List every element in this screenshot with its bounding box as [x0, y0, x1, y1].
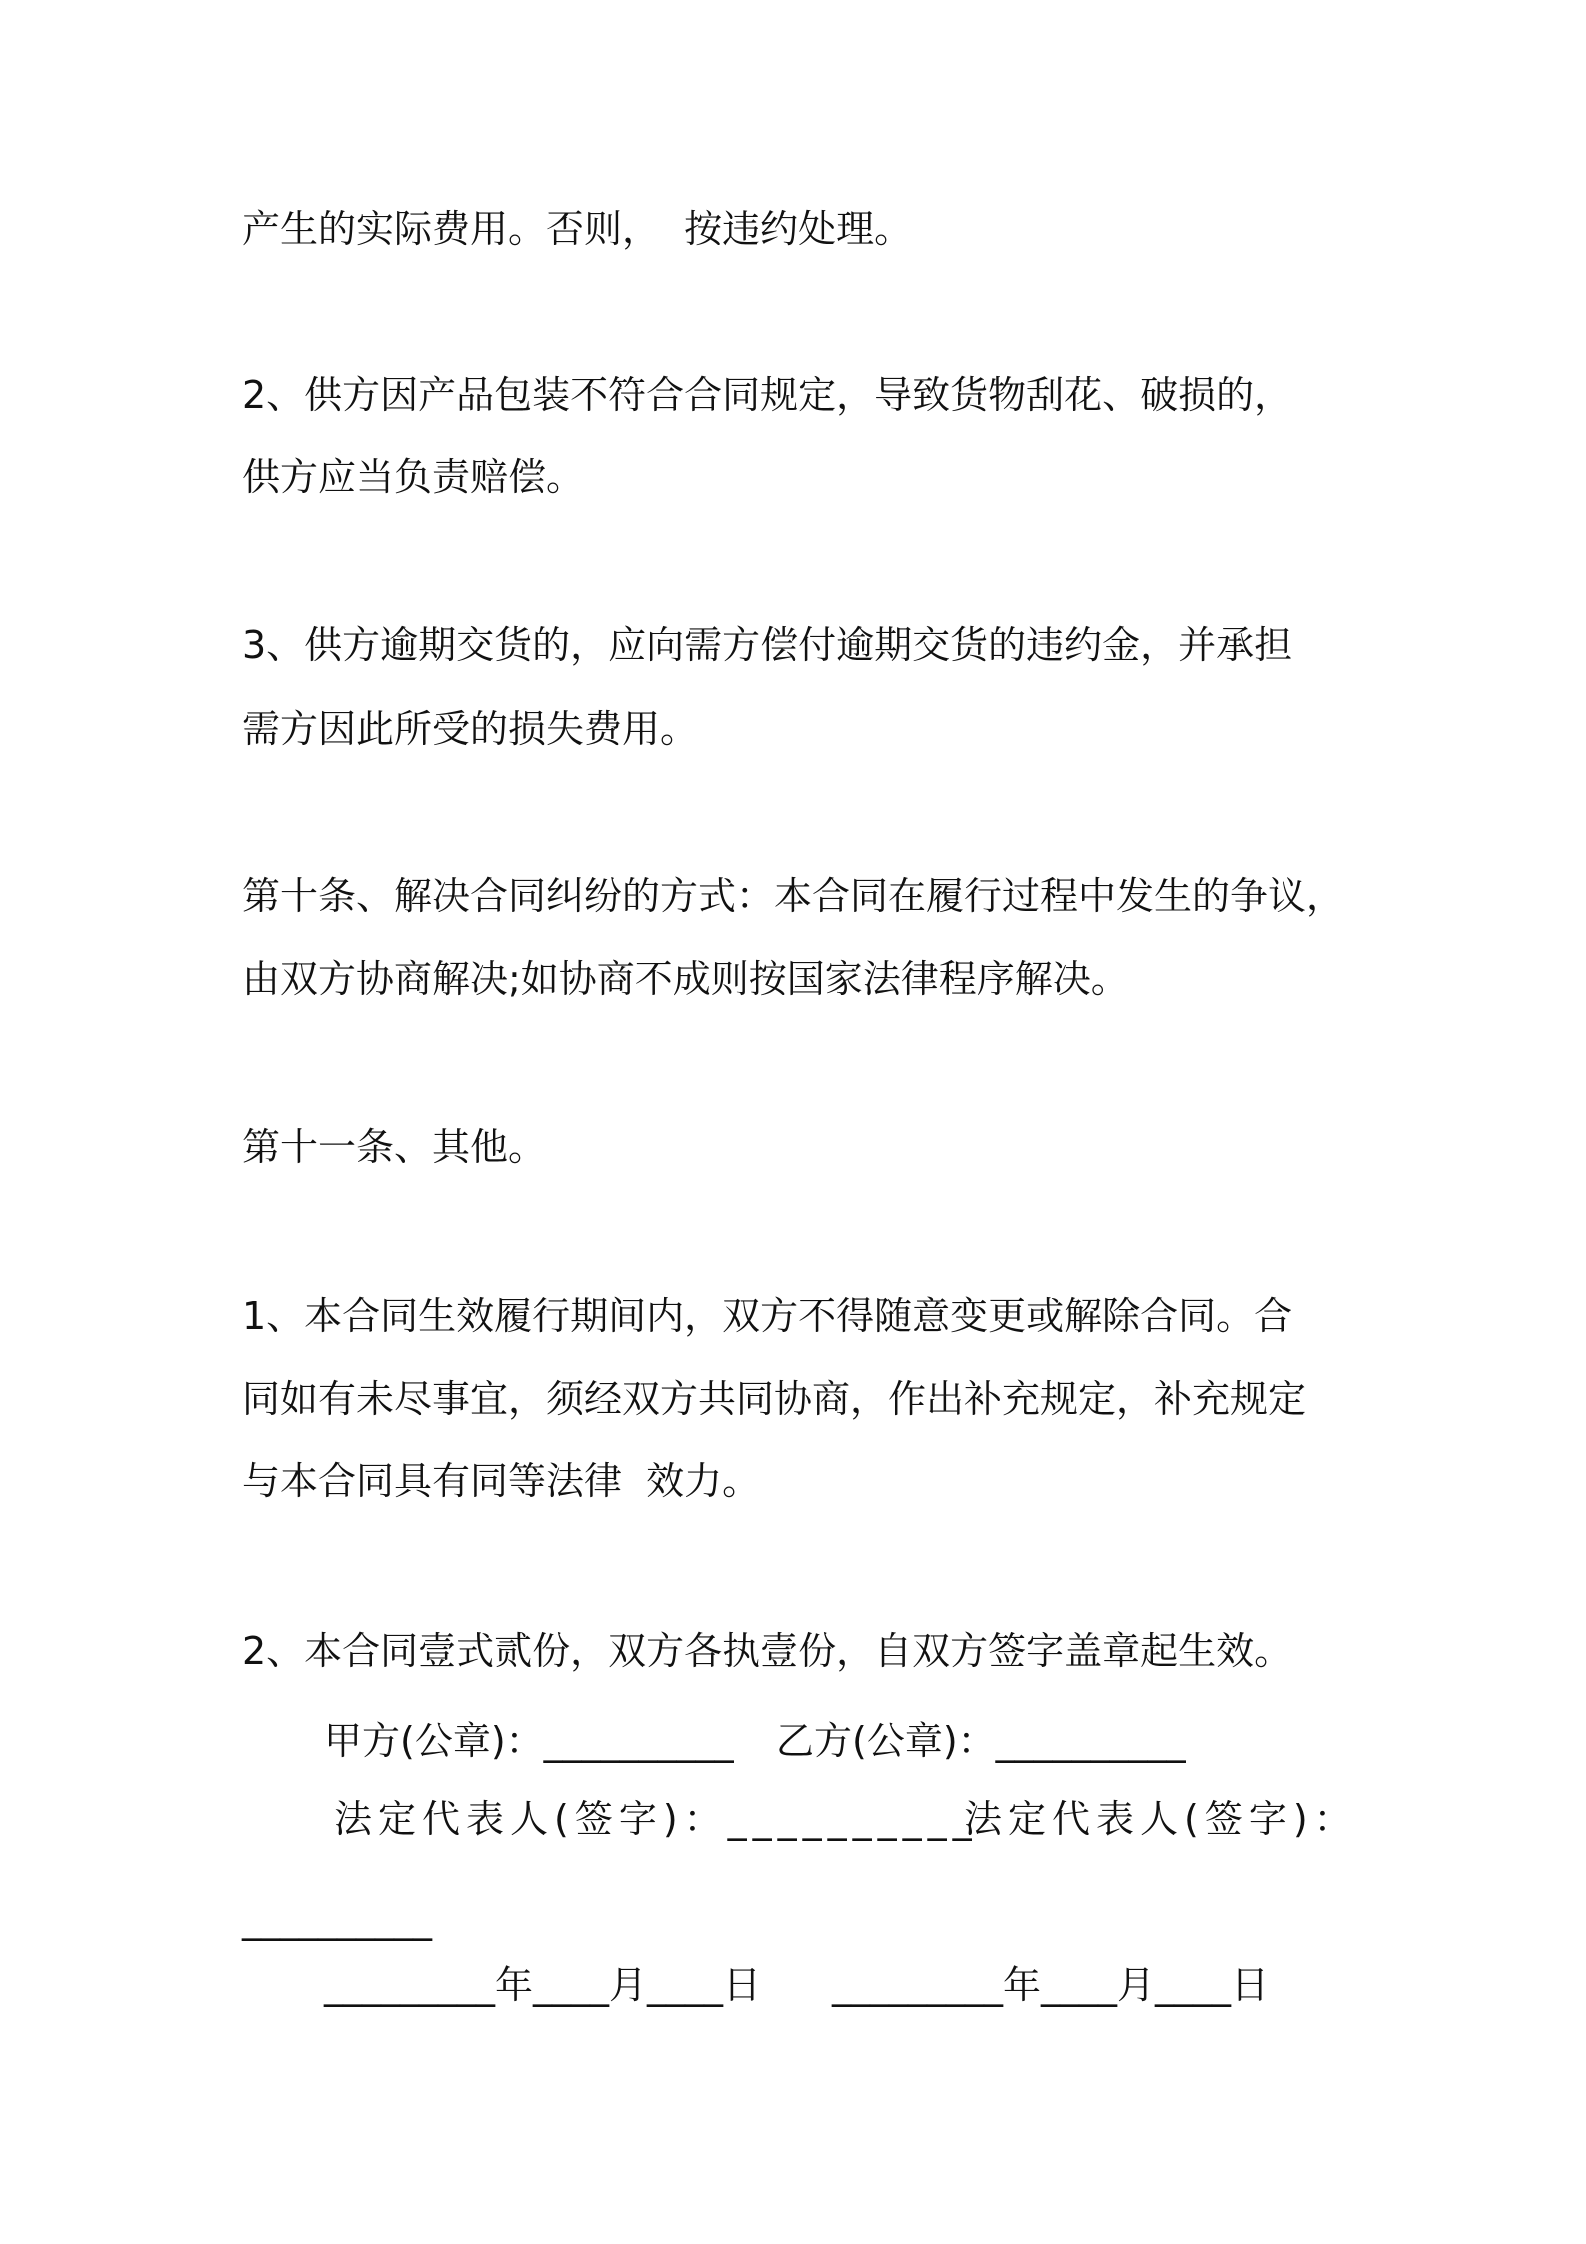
paragraph-line: 需方因此所受的损失费用。 — [242, 707, 699, 751]
paragraph-line: 供方应当负责赔偿。 — [242, 455, 585, 499]
party-b-seal-line: 乙方(公章)：__________ — [776, 1719, 1186, 1763]
paragraph-line: 1、本合同生效履行期间内，双方不得随意变更或解除合同。合 — [242, 1294, 1293, 1338]
paragraph-line: 同如有未尽事宜，须经双方共同协商，作出补充规定，补充规定 — [242, 1377, 1307, 1421]
party-a-seal-line: 甲方(公章)：__________ — [324, 1719, 734, 1763]
paragraph-line: 与本合同具有同等法律 效力。 — [242, 1459, 761, 1503]
paragraph-line: 3、供方逾期交货的，应向需方偿付逾期交货的违约金，并承担 — [242, 623, 1293, 667]
section-heading: 第十一条、其他。 — [242, 1125, 547, 1169]
paragraph-line: 产生的实际费用。否则， 按违约处理。 — [242, 207, 913, 251]
party-a-date-line: _________年____月____日 — [324, 1963, 762, 2007]
paragraph-line: 2、供方因产品包装不符合合同规定，导致货物刮花、破损的， — [242, 373, 1293, 417]
paragraph-line: 由双方协商解决;如协商不成则按国家法律程序解决。 — [242, 957, 1129, 1001]
paragraph-line: 2、本合同壹式贰份，双方各执壹份，自双方签字盖章起生效。 — [242, 1629, 1293, 1673]
paragraph-line: 第十条、解决合同纠纷的方式：本合同在履行过程中发生的争议， — [242, 874, 1345, 918]
party-b-representative-blank: __________ — [242, 1897, 432, 1941]
party-a-representative-line: 法定代表人(签字)：__________ — [334, 1797, 978, 1841]
party-b-representative-line: 法定代表人(签字)： — [964, 1797, 1358, 1841]
party-b-date-line: _________年____月____日 — [832, 1963, 1270, 2007]
